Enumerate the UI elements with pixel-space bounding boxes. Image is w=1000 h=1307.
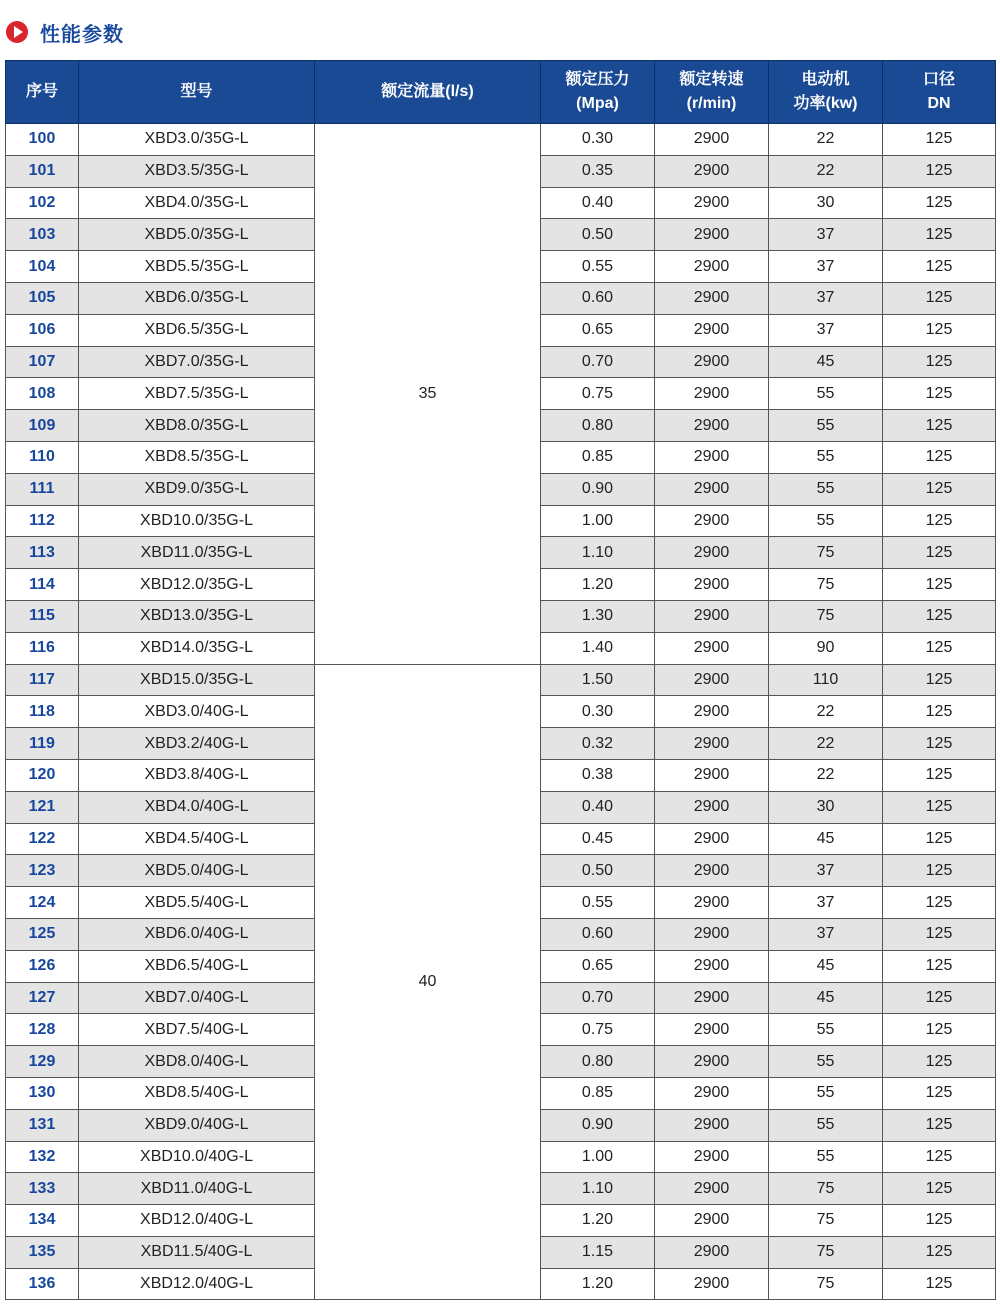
row-index: 106 bbox=[6, 314, 79, 346]
row-diameter: 125 bbox=[883, 791, 996, 823]
row-diameter: 125 bbox=[883, 1236, 996, 1268]
play-circle-icon bbox=[6, 21, 28, 43]
row-model: XBD6.0/40G-L bbox=[79, 918, 315, 950]
row-pressure: 1.15 bbox=[541, 1236, 655, 1268]
row-speed: 2900 bbox=[655, 728, 769, 760]
row-power: 75 bbox=[769, 1173, 883, 1205]
row-model: XBD5.0/35G-L bbox=[79, 219, 315, 251]
header-speed: 额定转速 (r/min) bbox=[655, 61, 769, 124]
row-pressure: 0.80 bbox=[541, 1046, 655, 1078]
row-model: XBD10.0/40G-L bbox=[79, 1141, 315, 1173]
row-index: 100 bbox=[6, 124, 79, 156]
row-pressure: 0.85 bbox=[541, 441, 655, 473]
row-speed: 2900 bbox=[655, 855, 769, 887]
row-pressure: 1.30 bbox=[541, 600, 655, 632]
row-index: 121 bbox=[6, 791, 79, 823]
row-diameter: 125 bbox=[883, 251, 996, 283]
row-pressure: 0.45 bbox=[541, 823, 655, 855]
row-pressure: 1.40 bbox=[541, 632, 655, 664]
row-pressure: 0.65 bbox=[541, 950, 655, 982]
row-index: 125 bbox=[6, 918, 79, 950]
row-power: 75 bbox=[769, 600, 883, 632]
row-pressure: 0.60 bbox=[541, 918, 655, 950]
row-power: 37 bbox=[769, 855, 883, 887]
row-index: 104 bbox=[6, 251, 79, 283]
row-pressure: 0.80 bbox=[541, 410, 655, 442]
header-power: 电动机 功率(kw) bbox=[769, 61, 883, 124]
row-pressure: 0.50 bbox=[541, 855, 655, 887]
row-pressure: 0.32 bbox=[541, 728, 655, 760]
row-speed: 2900 bbox=[655, 219, 769, 251]
row-diameter: 125 bbox=[883, 1205, 996, 1237]
row-diameter: 125 bbox=[883, 759, 996, 791]
row-model: XBD8.5/40G-L bbox=[79, 1077, 315, 1109]
row-pressure: 1.20 bbox=[541, 1268, 655, 1300]
table-body bbox=[6, 124, 996, 1300]
row-diameter: 125 bbox=[883, 219, 996, 251]
row-diameter: 125 bbox=[883, 887, 996, 919]
row-model: XBD3.5/35G-L bbox=[79, 155, 315, 187]
row-index: 119 bbox=[6, 728, 79, 760]
row-pressure: 0.90 bbox=[541, 1109, 655, 1141]
row-model: XBD5.5/40G-L bbox=[79, 887, 315, 919]
header-index: 序号 bbox=[6, 61, 79, 124]
row-index: 110 bbox=[6, 441, 79, 473]
row-model: XBD14.0/35G-L bbox=[79, 632, 315, 664]
row-power: 90 bbox=[769, 632, 883, 664]
row-speed: 2900 bbox=[655, 1141, 769, 1173]
row-diameter: 125 bbox=[883, 1014, 996, 1046]
row-speed: 2900 bbox=[655, 251, 769, 283]
row-speed: 2900 bbox=[655, 282, 769, 314]
row-speed: 2900 bbox=[655, 1077, 769, 1109]
row-index: 132 bbox=[6, 1141, 79, 1173]
row-power: 75 bbox=[769, 569, 883, 601]
row-power: 37 bbox=[769, 887, 883, 919]
row-power: 55 bbox=[769, 1109, 883, 1141]
flow-group-cell: 35 bbox=[315, 124, 541, 665]
row-model: XBD7.0/40G-L bbox=[79, 982, 315, 1014]
row-power: 37 bbox=[769, 314, 883, 346]
row-speed: 2900 bbox=[655, 155, 769, 187]
row-pressure: 0.70 bbox=[541, 982, 655, 1014]
row-model: XBD7.5/35G-L bbox=[79, 378, 315, 410]
row-diameter: 125 bbox=[883, 823, 996, 855]
row-speed: 2900 bbox=[655, 1236, 769, 1268]
row-power: 75 bbox=[769, 1205, 883, 1237]
row-index: 134 bbox=[6, 1205, 79, 1237]
row-power: 55 bbox=[769, 1014, 883, 1046]
row-speed: 2900 bbox=[655, 473, 769, 505]
row-pressure: 1.20 bbox=[541, 569, 655, 601]
row-index: 113 bbox=[6, 537, 79, 569]
row-pressure: 0.30 bbox=[541, 696, 655, 728]
row-power: 55 bbox=[769, 378, 883, 410]
row-speed: 2900 bbox=[655, 569, 769, 601]
row-diameter: 125 bbox=[883, 982, 996, 1014]
row-speed: 2900 bbox=[655, 823, 769, 855]
row-model: XBD3.0/35G-L bbox=[79, 124, 315, 156]
row-power: 37 bbox=[769, 282, 883, 314]
table-header-row bbox=[6, 61, 996, 124]
row-diameter: 125 bbox=[883, 1077, 996, 1109]
row-speed: 2900 bbox=[655, 600, 769, 632]
row-speed: 2900 bbox=[655, 982, 769, 1014]
row-pressure: 1.10 bbox=[541, 1173, 655, 1205]
row-model: XBD8.5/35G-L bbox=[79, 441, 315, 473]
row-speed: 2900 bbox=[655, 441, 769, 473]
row-model: XBD6.5/40G-L bbox=[79, 950, 315, 982]
row-model: XBD11.0/40G-L bbox=[79, 1173, 315, 1205]
row-speed: 2900 bbox=[655, 918, 769, 950]
row-power: 55 bbox=[769, 1046, 883, 1078]
row-index: 111 bbox=[6, 473, 79, 505]
row-power: 55 bbox=[769, 505, 883, 537]
row-diameter: 125 bbox=[883, 505, 996, 537]
row-pressure: 0.40 bbox=[541, 791, 655, 823]
row-diameter: 125 bbox=[883, 918, 996, 950]
row-model: XBD13.0/35G-L bbox=[79, 600, 315, 632]
row-model: XBD4.5/40G-L bbox=[79, 823, 315, 855]
row-power: 110 bbox=[769, 664, 883, 696]
row-index: 136 bbox=[6, 1268, 79, 1300]
row-pressure: 0.35 bbox=[541, 155, 655, 187]
row-model: XBD3.2/40G-L bbox=[79, 728, 315, 760]
row-speed: 2900 bbox=[655, 187, 769, 219]
row-model: XBD9.0/35G-L bbox=[79, 473, 315, 505]
row-pressure: 1.00 bbox=[541, 1141, 655, 1173]
row-power: 45 bbox=[769, 982, 883, 1014]
row-diameter: 125 bbox=[883, 855, 996, 887]
row-speed: 2900 bbox=[655, 696, 769, 728]
row-power: 45 bbox=[769, 950, 883, 982]
row-model: XBD6.0/35G-L bbox=[79, 282, 315, 314]
row-pressure: 0.75 bbox=[541, 378, 655, 410]
row-index: 115 bbox=[6, 600, 79, 632]
row-model: XBD8.0/35G-L bbox=[79, 410, 315, 442]
row-diameter: 125 bbox=[883, 187, 996, 219]
row-speed: 2900 bbox=[655, 410, 769, 442]
row-model: XBD3.0/40G-L bbox=[79, 696, 315, 728]
row-power: 55 bbox=[769, 1141, 883, 1173]
row-model: XBD11.5/40G-L bbox=[79, 1236, 315, 1268]
row-diameter: 125 bbox=[883, 728, 996, 760]
row-index: 127 bbox=[6, 982, 79, 1014]
row-diameter: 125 bbox=[883, 632, 996, 664]
row-model: XBD7.5/40G-L bbox=[79, 1014, 315, 1046]
row-index: 108 bbox=[6, 378, 79, 410]
row-pressure: 1.50 bbox=[541, 664, 655, 696]
row-power: 22 bbox=[769, 124, 883, 156]
row-index: 102 bbox=[6, 187, 79, 219]
row-power: 22 bbox=[769, 759, 883, 791]
row-speed: 2900 bbox=[655, 1046, 769, 1078]
row-diameter: 125 bbox=[883, 950, 996, 982]
row-power: 22 bbox=[769, 728, 883, 760]
row-power: 45 bbox=[769, 346, 883, 378]
row-power: 75 bbox=[769, 1268, 883, 1300]
row-index: 114 bbox=[6, 569, 79, 601]
row-speed: 2900 bbox=[655, 1205, 769, 1237]
row-pressure: 0.60 bbox=[541, 282, 655, 314]
row-pressure: 1.20 bbox=[541, 1205, 655, 1237]
row-index: 129 bbox=[6, 1046, 79, 1078]
row-model: XBD12.0/40G-L bbox=[79, 1205, 315, 1237]
row-model: XBD15.0/35G-L bbox=[79, 664, 315, 696]
row-index: 135 bbox=[6, 1236, 79, 1268]
row-pressure: 0.90 bbox=[541, 473, 655, 505]
row-power: 55 bbox=[769, 473, 883, 505]
row-diameter: 125 bbox=[883, 314, 996, 346]
header-pressure: 额定压力 (Mpa) bbox=[541, 61, 655, 124]
row-model: XBD4.0/40G-L bbox=[79, 791, 315, 823]
section-title: 性能参数 bbox=[40, 23, 124, 46]
row-diameter: 125 bbox=[883, 441, 996, 473]
row-index: 123 bbox=[6, 855, 79, 887]
row-diameter: 125 bbox=[883, 378, 996, 410]
row-index: 117 bbox=[6, 664, 79, 696]
row-index: 118 bbox=[6, 696, 79, 728]
row-pressure: 0.65 bbox=[541, 314, 655, 346]
row-speed: 2900 bbox=[655, 378, 769, 410]
row-diameter: 125 bbox=[883, 124, 996, 156]
row-model: XBD11.0/35G-L bbox=[79, 537, 315, 569]
row-diameter: 125 bbox=[883, 537, 996, 569]
row-model: XBD3.8/40G-L bbox=[79, 759, 315, 791]
row-speed: 2900 bbox=[655, 505, 769, 537]
row-speed: 2900 bbox=[655, 1268, 769, 1300]
row-pressure: 0.75 bbox=[541, 1014, 655, 1046]
row-diameter: 125 bbox=[883, 1173, 996, 1205]
row-power: 37 bbox=[769, 251, 883, 283]
row-index: 103 bbox=[6, 219, 79, 251]
row-power: 55 bbox=[769, 1077, 883, 1109]
row-power: 22 bbox=[769, 696, 883, 728]
row-index: 130 bbox=[6, 1077, 79, 1109]
row-power: 37 bbox=[769, 219, 883, 251]
row-pressure: 0.50 bbox=[541, 219, 655, 251]
row-pressure: 0.40 bbox=[541, 187, 655, 219]
row-speed: 2900 bbox=[655, 346, 769, 378]
row-diameter: 125 bbox=[883, 664, 996, 696]
row-model: XBD12.0/40G-L bbox=[79, 1268, 315, 1300]
row-pressure: 0.85 bbox=[541, 1077, 655, 1109]
row-index: 112 bbox=[6, 505, 79, 537]
row-speed: 2900 bbox=[655, 791, 769, 823]
row-model: XBD12.0/35G-L bbox=[79, 569, 315, 601]
row-index: 126 bbox=[6, 950, 79, 982]
row-power: 30 bbox=[769, 187, 883, 219]
row-model: XBD10.0/35G-L bbox=[79, 505, 315, 537]
performance-table bbox=[5, 60, 996, 1300]
row-speed: 2900 bbox=[655, 1173, 769, 1205]
row-index: 116 bbox=[6, 632, 79, 664]
flow-group-cell: 40 bbox=[315, 664, 541, 1300]
row-index: 109 bbox=[6, 410, 79, 442]
row-pressure: 1.10 bbox=[541, 537, 655, 569]
table-row bbox=[6, 664, 996, 696]
row-model: XBD8.0/40G-L bbox=[79, 1046, 315, 1078]
row-speed: 2900 bbox=[655, 1109, 769, 1141]
row-power: 75 bbox=[769, 1236, 883, 1268]
row-power: 55 bbox=[769, 441, 883, 473]
row-model: XBD4.0/35G-L bbox=[79, 187, 315, 219]
row-pressure: 0.30 bbox=[541, 124, 655, 156]
row-index: 105 bbox=[6, 282, 79, 314]
row-index: 128 bbox=[6, 1014, 79, 1046]
row-diameter: 125 bbox=[883, 473, 996, 505]
row-index: 133 bbox=[6, 1173, 79, 1205]
row-speed: 2900 bbox=[655, 759, 769, 791]
row-diameter: 125 bbox=[883, 346, 996, 378]
row-diameter: 125 bbox=[883, 1109, 996, 1141]
row-power: 22 bbox=[769, 155, 883, 187]
row-power: 45 bbox=[769, 823, 883, 855]
row-speed: 2900 bbox=[655, 632, 769, 664]
row-diameter: 125 bbox=[883, 282, 996, 314]
row-model: XBD9.0/40G-L bbox=[79, 1109, 315, 1141]
row-index: 131 bbox=[6, 1109, 79, 1141]
row-power: 30 bbox=[769, 791, 883, 823]
row-speed: 2900 bbox=[655, 664, 769, 696]
row-model: XBD6.5/35G-L bbox=[79, 314, 315, 346]
row-diameter: 125 bbox=[883, 410, 996, 442]
header-diameter: 口径 DN bbox=[883, 61, 996, 124]
row-index: 120 bbox=[6, 759, 79, 791]
row-speed: 2900 bbox=[655, 1014, 769, 1046]
row-model: XBD5.5/35G-L bbox=[79, 251, 315, 283]
row-pressure: 0.55 bbox=[541, 887, 655, 919]
row-diameter: 125 bbox=[883, 600, 996, 632]
table-row bbox=[6, 124, 996, 156]
row-power: 75 bbox=[769, 537, 883, 569]
row-pressure: 0.55 bbox=[541, 251, 655, 283]
row-diameter: 125 bbox=[883, 569, 996, 601]
row-diameter: 125 bbox=[883, 1268, 996, 1300]
row-pressure: 1.00 bbox=[541, 505, 655, 537]
row-index: 124 bbox=[6, 887, 79, 919]
row-model: XBD5.0/40G-L bbox=[79, 855, 315, 887]
row-diameter: 125 bbox=[883, 1046, 996, 1078]
header-model: 型号 bbox=[79, 61, 315, 124]
row-speed: 2900 bbox=[655, 537, 769, 569]
row-speed: 2900 bbox=[655, 887, 769, 919]
row-power: 55 bbox=[769, 410, 883, 442]
row-index: 122 bbox=[6, 823, 79, 855]
row-power: 37 bbox=[769, 918, 883, 950]
row-index: 101 bbox=[6, 155, 79, 187]
row-pressure: 0.70 bbox=[541, 346, 655, 378]
header-flow: 额定流量(l/s) bbox=[315, 61, 541, 124]
row-speed: 2900 bbox=[655, 950, 769, 982]
row-pressure: 0.38 bbox=[541, 759, 655, 791]
row-diameter: 125 bbox=[883, 696, 996, 728]
row-diameter: 125 bbox=[883, 155, 996, 187]
row-speed: 2900 bbox=[655, 314, 769, 346]
section-header bbox=[6, 18, 124, 46]
row-model: XBD7.0/35G-L bbox=[79, 346, 315, 378]
row-index: 107 bbox=[6, 346, 79, 378]
row-diameter: 125 bbox=[883, 1141, 996, 1173]
row-speed: 2900 bbox=[655, 124, 769, 156]
